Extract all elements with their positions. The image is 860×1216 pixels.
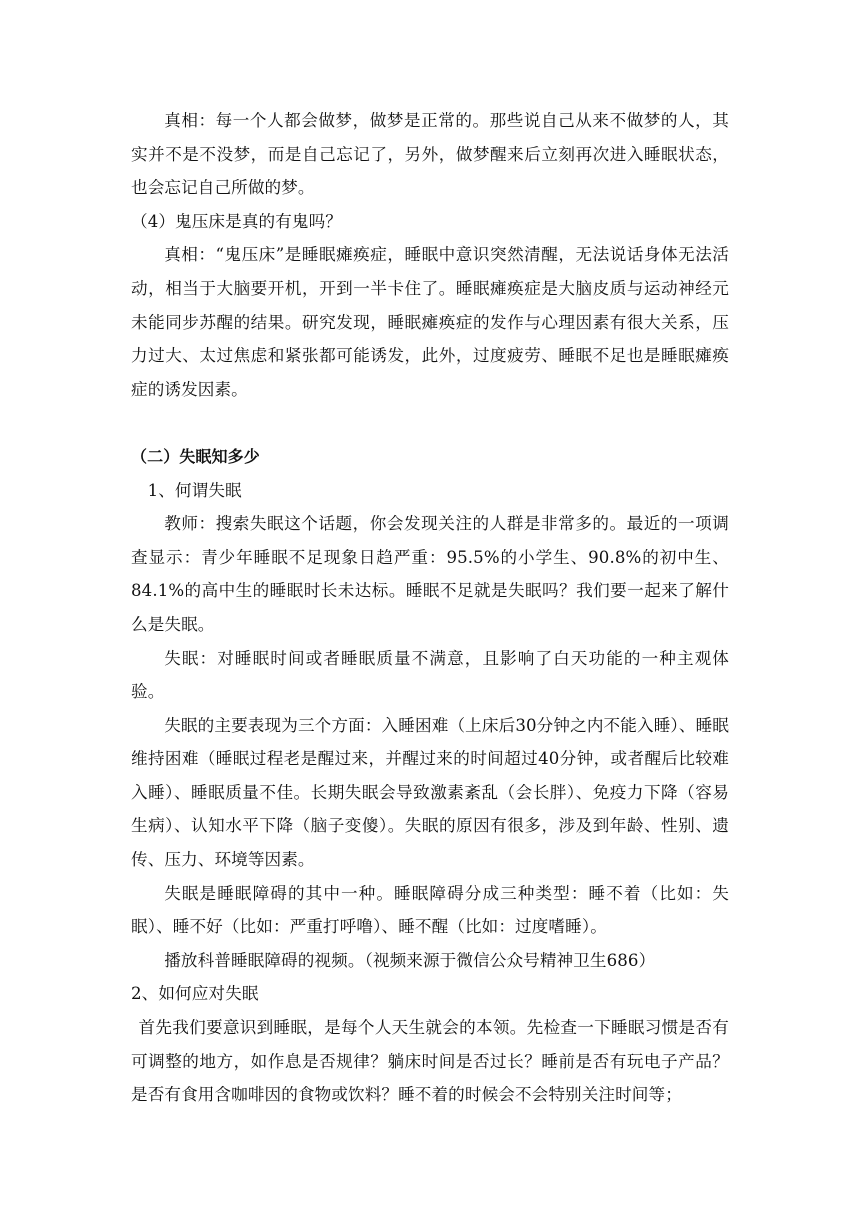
blank-line — [131, 406, 729, 440]
document-body — [131, 104, 729, 1112]
paragraph-coping-methods: 首先我们要意识到睡眠，是每个人天生就会的本领。先检查一下睡眠习惯是否有可调整的地方，如作息是否规律？躺床时间是否过长？睡前是否有玩电子产品？是否有食用含咖啡因的食物或饮料？睡不着的时候会不会特别关注时间等； — [131, 1018, 729, 1105]
paragraph-teacher-intro: 教师：搜索失眠这个话题，你会发现关注的人群是非常多的。最近的一项调查显示：青少年睡眠不足现象日趋严重：95.5%的小学生、90.8%的初中生、84.1%的高中生的睡眠时长未达标。睡眠不足就是失眠吗？我们要一起来了解什么是失眠。 — [131, 514, 729, 634]
subheading-coping-with-insomnia: 2、如何应对失眠 — [131, 984, 259, 1004]
paragraph-video-note: 播放科普睡眠障碍的视频。（视频来源于微信公众号精神卫生686） — [164, 950, 656, 970]
section-heading-insomnia: （二）失眠知多少 — [131, 446, 260, 466]
paragraph-sleep-paralysis: 真相：“鬼压床”是睡眠瘫痪症，睡眠中意识突然清醒，无法说话身体无法活动，相当于大脑要开机，开到一半卡住了。睡眠瘫痪症是大脑皮质与运动神经元未能同步苏醒的结果。研究发现，睡眠瘫痪症的发作与心理因素有很大关系，压力过大、太过焦虑和紧张都可能诱发，此外，过度疲劳、睡眠不足也是睡眠瘫痪症的诱发因素。 — [131, 245, 729, 399]
question-ghost-pressing: （4）鬼压床是真的有鬼吗？ — [131, 211, 342, 231]
paragraph-sleep-disorder-types: 失眠是睡眠障碍的其中一种。睡眠障碍分成三种类型：睡不着（比如：失眠）、睡不好（比如：严重打呼噜）、睡不醒（比如：过度嗜睡）。 — [131, 883, 729, 937]
paragraph-insomnia-definition: 失眠：对睡眠时间或者睡眠质量不满意，且影响了白天功能的一种主观体验。 — [131, 648, 729, 702]
paragraph-dream-truth: 真相：每一个人都会做梦，做梦是正常的。那些说自己从来不做梦的人，其实并不是不没梦，而是自己忘记了，另外，做梦醒来后立刻再次进入睡眠状态，也会忘记自己所做的梦。 — [131, 111, 729, 198]
paragraph-insomnia-symptoms: 失眠的主要表现为三个方面：入睡困难（上床后30分钟之内不能入睡）、睡眠维持困难（睡眠过程老是醒过来，并醒过来的时间超过40分钟，或者醒后比较难入睡）、睡眠质量不佳。长期失眠会导致激素紊乱（会长胖）、免疫力下降（容易生病）、认知水平下降（脑子变傻）。失眠的原因有很多，涉及到年龄、性别、遗传、压力、环境等因素。 — [131, 715, 729, 870]
subheading-what-is-insomnia: 1、何谓失眠 — [147, 480, 242, 500]
